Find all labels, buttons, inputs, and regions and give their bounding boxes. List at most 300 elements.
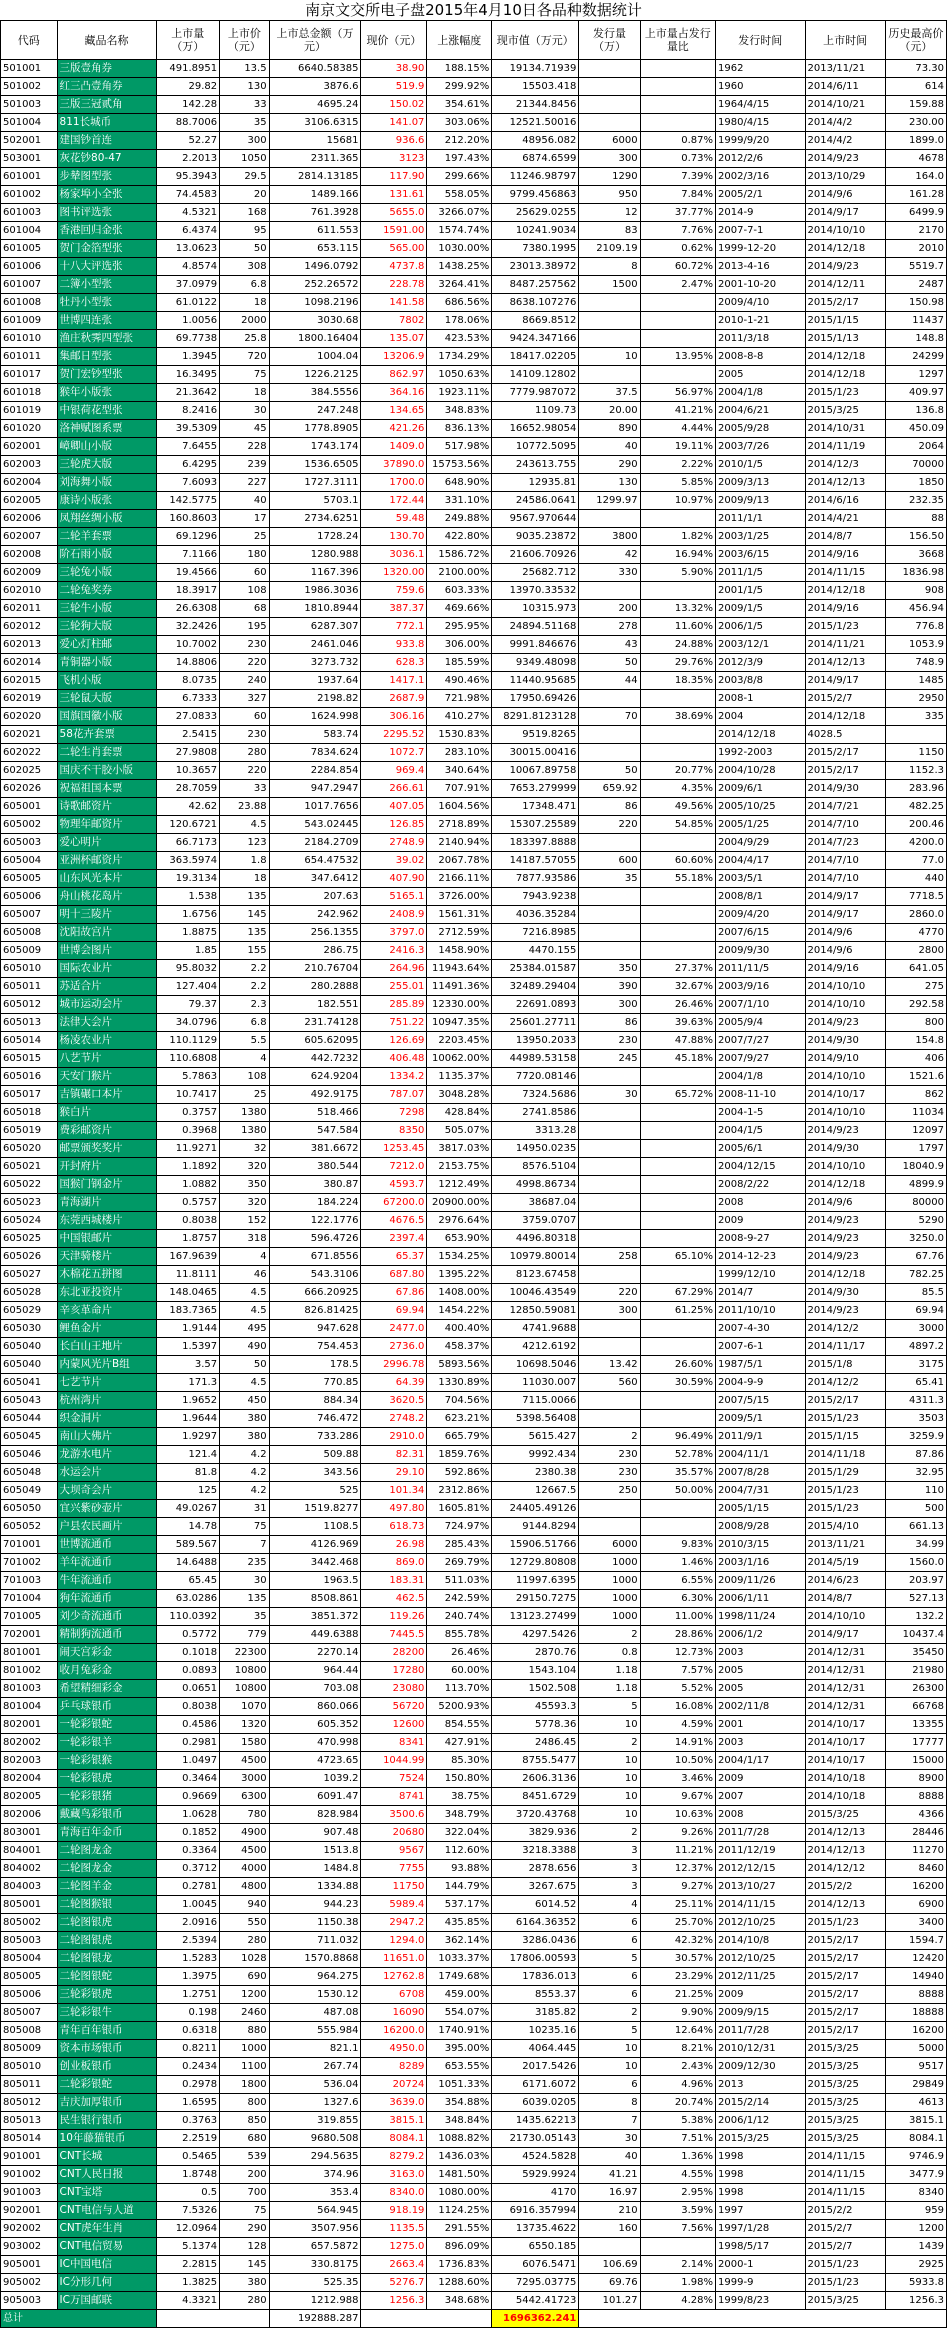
cell-listing-price: 18 xyxy=(220,294,269,312)
table-row xyxy=(1,690,947,708)
cell-code: 901002 xyxy=(1,2166,58,2184)
cell-current-price: 69.94 xyxy=(361,1302,427,1320)
cell-name: 沈阳故宫片 xyxy=(57,924,156,942)
cell-listing-date: 2015/1/23 xyxy=(805,1482,885,1500)
table-row xyxy=(1,654,947,672)
cell-increase: 188.15% xyxy=(427,60,492,78)
cell-issue-qty: 1000 xyxy=(579,1554,640,1572)
cell-listing-date: 2015/1/23 xyxy=(805,1500,885,1518)
cell-name: 亚洲杯邮资片 xyxy=(57,852,156,870)
cell-issue-qty: 83 xyxy=(579,222,640,240)
cell-listing-date: 2014/10/10 xyxy=(805,1158,885,1176)
table-row xyxy=(1,1230,947,1248)
cell-increase: 422.80% xyxy=(427,528,492,546)
cell-code: 605048 xyxy=(1,1464,58,1482)
cell-listing-ratio xyxy=(640,1068,715,1086)
cell-name: 羊年流通币 xyxy=(57,1554,156,1572)
cell-issue-qty: 10 xyxy=(579,1806,640,1824)
cell-issue-date: 2009/9/15 xyxy=(716,2004,806,2022)
cell-high-price: 1256.3 xyxy=(885,2292,946,2310)
cell-high-price: 1150 xyxy=(885,744,946,762)
cell-current-price: 11750 xyxy=(361,1878,427,1896)
cell-name: 戴藏鸟彩银币 xyxy=(57,1806,156,1824)
cell-listing-amount: 2184.2709 xyxy=(269,834,361,852)
cell-name: 香港回归金张 xyxy=(57,222,156,240)
cell-name: 三轮彩银牛 xyxy=(57,2004,156,2022)
cell-increase: 855.78% xyxy=(427,1626,492,1644)
cell-issue-qty xyxy=(579,2238,640,2256)
cell-listing-date: 2014/11/18 xyxy=(805,1446,885,1464)
table-row xyxy=(1,1698,947,1716)
cell-listing-amount: 547.584 xyxy=(269,1122,361,1140)
cell-listing-date: 2014/8/7 xyxy=(805,1590,885,1608)
cell-increase: 150.80% xyxy=(427,1770,492,1788)
cell-listing-ratio xyxy=(640,1122,715,1140)
cell-issue-date: 2005/6/1 xyxy=(716,1140,806,1158)
cell-increase: 1734.29% xyxy=(427,348,492,366)
cell-market-value: 18417.02205 xyxy=(492,348,579,366)
cell-listing-qty: 363.5974 xyxy=(156,852,220,870)
cell-name: 南山大佛片 xyxy=(57,1428,156,1446)
cell-name: 八艺节片 xyxy=(57,1050,156,1068)
cell-issue-date: 2003/8/8 xyxy=(716,672,806,690)
cell-code: 501002 xyxy=(1,78,58,96)
cell-market-value: 9144.8294 xyxy=(492,1518,579,1536)
cell-issue-qty xyxy=(579,1518,640,1536)
cell-listing-amount: 178.5 xyxy=(269,1356,361,1374)
cell-market-value: 17806.00593 xyxy=(492,1950,579,1968)
cell-issue-date: 1999-12-20 xyxy=(716,240,806,258)
cell-listing-price: 155 xyxy=(220,942,269,960)
cell-code: 805006 xyxy=(1,1986,58,2004)
table-row xyxy=(1,780,947,798)
cell-listing-date: 2013/11/21 xyxy=(805,60,885,78)
cell-issue-qty: 10 xyxy=(579,1788,640,1806)
cell-market-value: 4212.6192 xyxy=(492,1338,579,1356)
cell-listing-ratio: 4.44% xyxy=(640,420,715,438)
cell-code: 605016 xyxy=(1,1068,58,1086)
cell-listing-price: 4500 xyxy=(220,1752,269,1770)
cell-listing-amount: 884.34 xyxy=(269,1392,361,1410)
cell-listing-date: 2014/9/30 xyxy=(805,1140,885,1158)
cell-listing-qty: 0.5772 xyxy=(156,1626,220,1644)
cell-issue-date: 2004/11/1 xyxy=(716,1446,806,1464)
cell-increase: 2100.00% xyxy=(427,564,492,582)
cell-listing-ratio: 47.88% xyxy=(640,1032,715,1050)
cell-listing-qty: 0.0651 xyxy=(156,1680,220,1698)
cell-name: 希望精细彩金 xyxy=(57,1680,156,1698)
cell-high-price: 500 xyxy=(885,1500,946,1518)
cell-market-value: 12521.50016 xyxy=(492,114,579,132)
cell-code: 605052 xyxy=(1,1518,58,1536)
cell-name: 中国银邮片 xyxy=(57,1230,156,1248)
table-row xyxy=(1,834,947,852)
cell-listing-date: 2014/9/16 xyxy=(805,600,885,618)
cell-current-price: 5989.4 xyxy=(361,1896,427,1914)
cell-listing-price: 10800 xyxy=(220,1662,269,1680)
cell-code: 801002 xyxy=(1,1662,58,1680)
cell-issue-qty: 220 xyxy=(579,1284,640,1302)
cell-issue-qty: 6 xyxy=(579,2076,640,2094)
cell-issue-date: 2011/3/18 xyxy=(716,330,806,348)
cell-issue-qty: 41.21 xyxy=(579,2166,640,2184)
cell-high-price: 4897.2 xyxy=(885,1338,946,1356)
cell-name: 法律大会片 xyxy=(57,1014,156,1032)
cell-current-price: 565.00 xyxy=(361,240,427,258)
cell-code: 601008 xyxy=(1,294,58,312)
cell-issue-date: 2012/10/25 xyxy=(716,1950,806,1968)
cell-market-value: 17950.69426 xyxy=(492,690,579,708)
cell-high-price: 35450 xyxy=(885,1644,946,1662)
table-row xyxy=(1,1644,947,1662)
cell-market-value: 4496.80318 xyxy=(492,1230,579,1248)
cell-listing-ratio: 9.27% xyxy=(640,1878,715,1896)
cell-listing-price: 6300 xyxy=(220,1788,269,1806)
table-row xyxy=(1,1410,947,1428)
cell-high-price: 4366 xyxy=(885,1806,946,1824)
cell-listing-date: 2013/10/29 xyxy=(805,168,885,186)
table-row xyxy=(1,2220,947,2238)
cell-current-price: 1253.45 xyxy=(361,1140,427,1158)
cell-listing-qty: 0.3464 xyxy=(156,1770,220,1788)
cell-listing-ratio: 7.76% xyxy=(640,222,715,240)
cell-listing-ratio: 21.25% xyxy=(640,1986,715,2004)
cell-listing-price: 1050 xyxy=(220,150,269,168)
cell-issue-qty: 300 xyxy=(579,1302,640,1320)
cell-issue-date: 2002/3/16 xyxy=(716,168,806,186)
cell-issue-date: 1964/4/15 xyxy=(716,96,806,114)
cell-listing-qty: 37.0979 xyxy=(156,276,220,294)
cell-high-price: 77.0 xyxy=(885,852,946,870)
cell-listing-amount: 374.96 xyxy=(269,2166,361,2184)
cell-listing-price: 17 xyxy=(220,510,269,528)
cell-code: 605002 xyxy=(1,816,58,834)
cell-listing-qty: 5.1374 xyxy=(156,2238,220,2256)
table-row xyxy=(1,546,947,564)
cell-name: 世博流通币 xyxy=(57,1536,156,1554)
cell-name: 步辇图型张 xyxy=(57,168,156,186)
cell-issue-qty xyxy=(579,1176,640,1194)
cell-high-price: 159.88 xyxy=(885,96,946,114)
cell-listing-qty: 1.538 xyxy=(156,888,220,906)
cell-issue-qty: 278 xyxy=(579,618,640,636)
cell-market-value: 48956.082 xyxy=(492,132,579,150)
cell-increase: 1458.90% xyxy=(427,942,492,960)
table-row xyxy=(1,1446,947,1464)
cell-listing-qty: 32.2426 xyxy=(156,618,220,636)
cell-listing-qty: 74.4583 xyxy=(156,186,220,204)
cell-issue-qty xyxy=(579,312,640,330)
cell-market-value: 8755.5477 xyxy=(492,1752,579,1770)
cell-high-price: 85.5 xyxy=(885,1284,946,1302)
cell-listing-ratio xyxy=(640,888,715,906)
cell-listing-ratio: 24.88% xyxy=(640,636,715,654)
cell-listing-date: 2014/12/18 xyxy=(805,366,885,384)
cell-market-value: 45593.3 xyxy=(492,1698,579,1716)
cell-issue-qty: 2 xyxy=(579,1428,640,1446)
cell-high-price: 200.46 xyxy=(885,816,946,834)
cell-listing-ratio: 12.64% xyxy=(640,2022,715,2040)
cell-increase: 3048.28% xyxy=(427,1086,492,1104)
table-row xyxy=(1,1662,947,1680)
cell-issue-date: 2015/2/14 xyxy=(716,2094,806,2112)
cell-issue-date: 1998 xyxy=(716,2166,806,2184)
cell-listing-date: 2014/7/10 xyxy=(805,870,885,888)
cell-name: 一轮彩银猪 xyxy=(57,1788,156,1806)
cell-listing-amount: 2461.046 xyxy=(269,636,361,654)
cell-code: 605046 xyxy=(1,1446,58,1464)
cell-high-price: 2925 xyxy=(885,2256,946,2274)
cell-market-value: 9035.23872 xyxy=(492,528,579,546)
cell-current-price: 1135.5 xyxy=(361,2220,427,2238)
cell-listing-amount: 207.63 xyxy=(269,888,361,906)
cell-name: 58花卉套票 xyxy=(57,726,156,744)
cell-market-value: 6039.0205 xyxy=(492,2094,579,2112)
cell-issue-date: 1992-2003 xyxy=(716,744,806,762)
cell-current-price: 2687.9 xyxy=(361,690,427,708)
cell-increase: 1288.60% xyxy=(427,2274,492,2292)
cell-listing-ratio: 60.72% xyxy=(640,258,715,276)
cell-listing-qty: 2.0916 xyxy=(156,1914,220,1932)
table-row xyxy=(1,1842,947,1860)
cell-market-value: 2878.656 xyxy=(492,1860,579,1878)
cell-code: 502001 xyxy=(1,132,58,150)
cell-listing-date: 2015/2/17 xyxy=(805,294,885,312)
cell-issue-qty xyxy=(579,690,640,708)
cell-high-price: 335 xyxy=(885,708,946,726)
cell-issue-date: 2005/9/28 xyxy=(716,420,806,438)
table-row xyxy=(1,1716,947,1734)
cell-issue-date: 2009/11/26 xyxy=(716,1572,806,1590)
cell-market-value: 25384.01587 xyxy=(492,960,579,978)
cell-current-price: 126.69 xyxy=(361,1032,427,1050)
cell-code: 605019 xyxy=(1,1122,58,1140)
cell-name: CNT电信与人道 xyxy=(57,2202,156,2220)
cell-listing-ratio: 37.77% xyxy=(640,204,715,222)
cell-listing-price: 800 xyxy=(220,2094,269,2112)
cell-market-value: 12850.59081 xyxy=(492,1302,579,1320)
cell-name: 二轮图龙金 xyxy=(57,1860,156,1878)
cell-listing-date: 2014/10/17 xyxy=(805,1734,885,1752)
cell-issue-qty xyxy=(579,1104,640,1122)
table-row xyxy=(1,1176,947,1194)
cell-increase: 85.30% xyxy=(427,1752,492,1770)
cell-listing-amount: 380.544 xyxy=(269,1158,361,1176)
cell-listing-qty: 0.3763 xyxy=(156,2112,220,2130)
cell-listing-ratio: 2.22% xyxy=(640,456,715,474)
cell-issue-qty xyxy=(579,78,640,96)
cell-listing-amount: 653.115 xyxy=(269,240,361,258)
cell-listing-qty: 142.5775 xyxy=(156,492,220,510)
cell-listing-date: 2015/3/25 xyxy=(805,402,885,420)
cell-listing-date: 2015/2/17 xyxy=(805,1950,885,1968)
cell-code: 601004 xyxy=(1,222,58,240)
cell-increase: 3817.03% xyxy=(427,1140,492,1158)
cell-market-value: 1109.73 xyxy=(492,402,579,420)
cell-increase: 2166.11% xyxy=(427,870,492,888)
cell-market-value: 243613.755 xyxy=(492,456,579,474)
cell-listing-price: 25.8 xyxy=(220,330,269,348)
cell-current-price: 407.90 xyxy=(361,870,427,888)
cell-listing-date: 2014/9/30 xyxy=(805,1032,885,1050)
cell-listing-date: 2014/11/15 xyxy=(805,2184,885,2202)
cell-issue-date: 2009/12/30 xyxy=(716,2058,806,2076)
cell-name: CNT长城 xyxy=(57,2148,156,2166)
cell-listing-price: 10800 xyxy=(220,1680,269,1698)
cell-current-price: 869.0 xyxy=(361,1554,427,1572)
cell-high-price: 4200.0 xyxy=(885,834,946,852)
cell-name: 吉镇碾口本片 xyxy=(57,1086,156,1104)
cell-market-value: 11030.007 xyxy=(492,1374,579,1392)
cell-increase: 299.66% xyxy=(427,168,492,186)
cell-listing-amount: 449.6388 xyxy=(269,1626,361,1644)
cell-market-value: 5442.41723 xyxy=(492,2292,579,2310)
cell-listing-price: 2000 xyxy=(220,312,269,330)
table-row xyxy=(1,402,947,420)
table-row xyxy=(1,60,947,78)
cell-code: 602026 xyxy=(1,780,58,798)
cell-name: 国猴门钢金片 xyxy=(57,1176,156,1194)
cell-issue-qty: 70 xyxy=(579,708,640,726)
cell-listing-ratio: 7.39% xyxy=(640,168,715,186)
cell-high-price: 8900 xyxy=(885,1770,946,1788)
cell-listing-price: 280 xyxy=(220,744,269,762)
cell-issue-date: 2011/10/10 xyxy=(716,1302,806,1320)
cell-listing-ratio xyxy=(640,96,715,114)
cell-listing-price: 50 xyxy=(220,1356,269,1374)
cell-name: 牛年流通币 xyxy=(57,1572,156,1590)
cell-listing-qty: 1.0882 xyxy=(156,1176,220,1194)
cell-market-value: 17348.471 xyxy=(492,798,579,816)
cell-issue-date: 1999-9 xyxy=(716,2274,806,2292)
cell-listing-date: 2014/10/10 xyxy=(805,996,885,1014)
cell-issue-qty: 16.97 xyxy=(579,2184,640,2202)
cell-high-price: 65.41 xyxy=(885,1374,946,1392)
cell-listing-amount: 654.47532 xyxy=(269,852,361,870)
table-row xyxy=(1,1158,947,1176)
cell-listing-price: 380 xyxy=(220,2274,269,2292)
cell-listing-price: 145 xyxy=(220,2256,269,2274)
cell-issue-qty xyxy=(579,114,640,132)
cell-current-price: 628.3 xyxy=(361,654,427,672)
cell-listing-date: 2015/3/25 xyxy=(805,1806,885,1824)
cell-code: 602011 xyxy=(1,600,58,618)
cell-issue-qty xyxy=(579,744,640,762)
cell-market-value: 10698.5046 xyxy=(492,1356,579,1374)
cell-listing-qty: 14.8806 xyxy=(156,654,220,672)
cell-listing-price: 308 xyxy=(220,258,269,276)
cell-name: 建国钞首连 xyxy=(57,132,156,150)
cell-listing-price: 1580 xyxy=(220,1734,269,1752)
cell-issue-date: 1999/9/20 xyxy=(716,132,806,150)
cell-listing-qty: 19.3134 xyxy=(156,870,220,888)
cell-listing-price: 450 xyxy=(220,1392,269,1410)
cell-listing-price: 4 xyxy=(220,1248,269,1266)
cell-listing-price: 380 xyxy=(220,1428,269,1446)
table-row xyxy=(1,1194,947,1212)
cell-listing-ratio: 60.60% xyxy=(640,852,715,870)
cell-code: 901001 xyxy=(1,2148,58,2166)
cell-listing-qty: 63.0286 xyxy=(156,1590,220,1608)
cell-listing-qty: 4.5321 xyxy=(156,204,220,222)
cell-issue-date: 2004/9/29 xyxy=(716,834,806,852)
cell-listing-qty: 0.3712 xyxy=(156,1860,220,1878)
table-row xyxy=(1,1824,947,1842)
cell-listing-ratio: 4.35% xyxy=(640,780,715,798)
cell-code: 803001 xyxy=(1,1824,58,1842)
cell-issue-qty xyxy=(579,330,640,348)
table-row xyxy=(1,294,947,312)
cell-name: 世博会图片 xyxy=(57,942,156,960)
cell-market-value: 8291.8123128 xyxy=(492,708,579,726)
cell-name: 三轮狗大版 xyxy=(57,618,156,636)
cell-listing-date: 2014/12/13 xyxy=(805,654,885,672)
table-row xyxy=(1,1014,947,1032)
cell-issue-date: 1960 xyxy=(716,78,806,96)
cell-listing-price: 152 xyxy=(220,1212,269,1230)
cell-listing-price: 135 xyxy=(220,1590,269,1608)
cell-name: 二轮图银虎 xyxy=(57,1932,156,1950)
cell-listing-date: 2014/4/21 xyxy=(805,510,885,528)
cell-code: 805003 xyxy=(1,1932,58,1950)
cell-current-price: 497.80 xyxy=(361,1500,427,1518)
cell-issue-date: 2009/9/13 xyxy=(716,492,806,510)
table-row xyxy=(1,96,947,114)
cell-listing-amount: 733.286 xyxy=(269,1428,361,1446)
cell-listing-date: 2014/9/30 xyxy=(805,1284,885,1302)
cell-code: 605041 xyxy=(1,1374,58,1392)
cell-high-price: 232.35 xyxy=(885,492,946,510)
cell-listing-amount: 605.62095 xyxy=(269,1032,361,1050)
cell-issue-qty xyxy=(579,906,640,924)
cell-issue-date: 2003 xyxy=(716,1734,806,1752)
table-row xyxy=(1,1032,947,1050)
table-row xyxy=(1,240,947,258)
cell-listing-qty: 160.8603 xyxy=(156,510,220,528)
cell-increase: 1534.25% xyxy=(427,1248,492,1266)
cell-listing-date: 2014/12/31 xyxy=(805,1644,885,1662)
cell-current-price: 1294.0 xyxy=(361,1932,427,1950)
cell-issue-date: 2005/1/25 xyxy=(716,816,806,834)
cell-listing-qty: 1.0497 xyxy=(156,1752,220,1770)
cell-code: 601017 xyxy=(1,366,58,384)
cell-high-price: 1797 xyxy=(885,1140,946,1158)
cell-listing-amount: 1167.396 xyxy=(269,564,361,582)
cell-current-price: 134.65 xyxy=(361,402,427,420)
cell-issue-qty xyxy=(579,294,640,312)
cell-issue-date: 2007/8/28 xyxy=(716,1464,806,1482)
cell-listing-ratio xyxy=(640,78,715,96)
cell-listing-qty: 110.6808 xyxy=(156,1050,220,1068)
total-listing-amount: 192888.287 xyxy=(269,2310,361,2328)
cell-current-price: 3036.1 xyxy=(361,546,427,564)
cell-issue-qty xyxy=(579,1266,640,1284)
cell-listing-qty: 0.198 xyxy=(156,2004,220,2022)
cell-increase: 1605.81% xyxy=(427,1500,492,1518)
cell-issue-date: 2007-6-1 xyxy=(716,1338,806,1356)
cell-listing-ratio: 9.26% xyxy=(640,1824,715,1842)
cell-issue-date: 2009/1/5 xyxy=(716,600,806,618)
table-row xyxy=(1,474,947,492)
cell-listing-date: 2014/10/17 xyxy=(805,1716,885,1734)
cell-listing-price: 490 xyxy=(220,1338,269,1356)
cell-listing-price: 130 xyxy=(220,78,269,96)
cell-high-price: 26300 xyxy=(885,1680,946,1698)
cell-increase: 896.09% xyxy=(427,2238,492,2256)
cell-listing-qty: 0.2434 xyxy=(156,2058,220,2076)
table-row xyxy=(1,258,947,276)
cell-increase: 665.79% xyxy=(427,1428,492,1446)
